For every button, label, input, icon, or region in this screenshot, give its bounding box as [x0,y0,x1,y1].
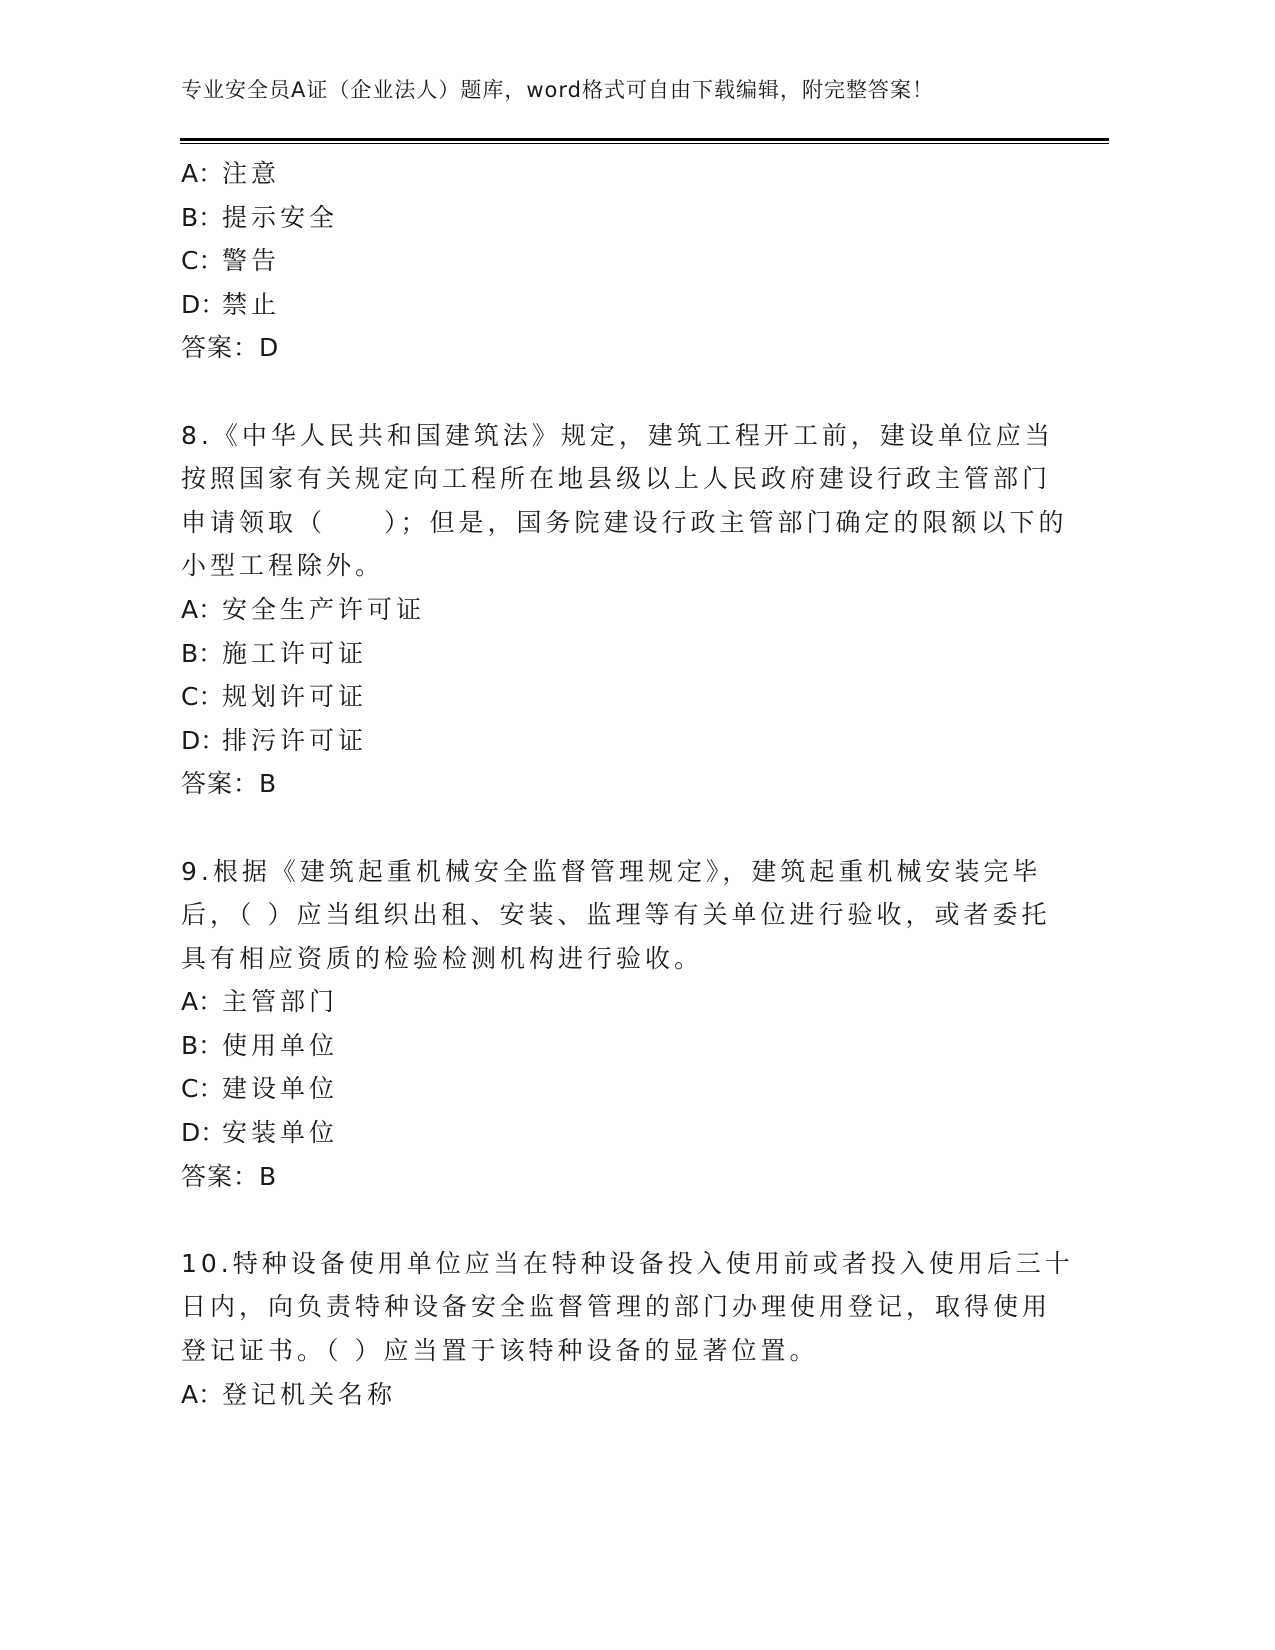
option-c [181,1067,1041,1111]
option-text: 主管部门 [222,987,339,1017]
option-text: 使用单位 [222,1030,339,1060]
option-text: 登记机关名称 [222,1379,397,1409]
question-text-line: 后，（ ）应当组织出租、安装、监理等有关单位进行验收，或者委托 [181,900,1051,930]
question-text-line: 10.特种设备使用单位应当在特种设备投入使用前或者投入使用后三十 [181,1248,1074,1278]
option-text: 禁止 [222,289,281,319]
option-a [181,588,1041,632]
option-c [181,239,1041,283]
option-text: 排污许可证 [222,725,368,755]
option-text: 施工许可证 [222,638,368,668]
answer: 答案：D [181,333,280,363]
option-d [181,719,1041,763]
option-a [181,152,1041,196]
option-text: 注意 [222,159,281,188]
option-d [181,1111,1041,1155]
option-text: 建设单位 [222,1074,339,1104]
question-text-line: 具有相应资质的检验检测机构进行验收。 [181,943,704,973]
option-a [181,980,1041,1024]
option-text: 安全生产许可证 [222,594,426,624]
option-b [181,1024,1041,1068]
question-text-line: 按照国家有关规定向工程所在地县级以上人民政府建设行政主管部门 [181,464,1052,494]
page-header: 专业安全员A证（企业法人）题库，word格式可自由下载编辑，附完整答案！ [181,78,934,102]
option-text: 规划许可证 [222,682,368,712]
option-text: 安装单位 [222,1118,339,1148]
option-key: C： [181,682,224,712]
option-text: 提示安全 [222,202,339,232]
option-key: A： [181,159,224,188]
question-text-line: 小型工程除外。 [181,551,385,581]
spacer [181,1198,1041,1242]
answer: 答案：B [181,769,278,799]
question-text-line: 9.根据《建筑起重机械安全监督管理规定》，建筑起重机械安装完毕 [181,856,1042,886]
option-c [181,675,1041,719]
option-key: A： [181,594,224,624]
spacer [181,370,1041,414]
question-9 [181,850,1051,1199]
question-list [181,152,1074,1416]
option-key: A： [181,1379,224,1409]
question-10 [181,1242,1074,1416]
option-d [181,283,1041,327]
option-b [181,196,1041,240]
option-key: C： [181,1074,224,1104]
question-7 [181,152,1041,370]
question-text-line: 日内，向负责特种设备安全监督管理的部门办理使用登记，取得使用 [181,1292,1052,1322]
header-rule-thick [180,138,1109,141]
option-key: B： [181,638,224,668]
question-text-line: 8.《中华人民共和国建筑法》规定，建筑工程开工前，建设单位应当 [181,420,1054,450]
option-key: B： [181,1030,224,1060]
question-text-line: 登记证书。（ ）应当置于该特种设备的显著位置。 [181,1336,819,1366]
spacer [181,806,1041,850]
option-b [181,632,1041,676]
header-rule-thin [180,143,1109,144]
question-text-line: 申请领取（ ）；但是，国务院建设行政主管部门确定的限额以下的 [181,507,1068,537]
option-key: D： [181,1118,226,1148]
option-key: C： [181,246,224,276]
question-8 [181,414,1068,806]
answer: 答案：B [181,1161,278,1191]
option-text: 警告 [222,246,281,276]
option-key: D： [181,725,226,755]
option-key: D： [181,289,226,319]
option-a [181,1373,1041,1417]
option-key: A： [181,987,224,1017]
option-key: B： [181,202,224,232]
